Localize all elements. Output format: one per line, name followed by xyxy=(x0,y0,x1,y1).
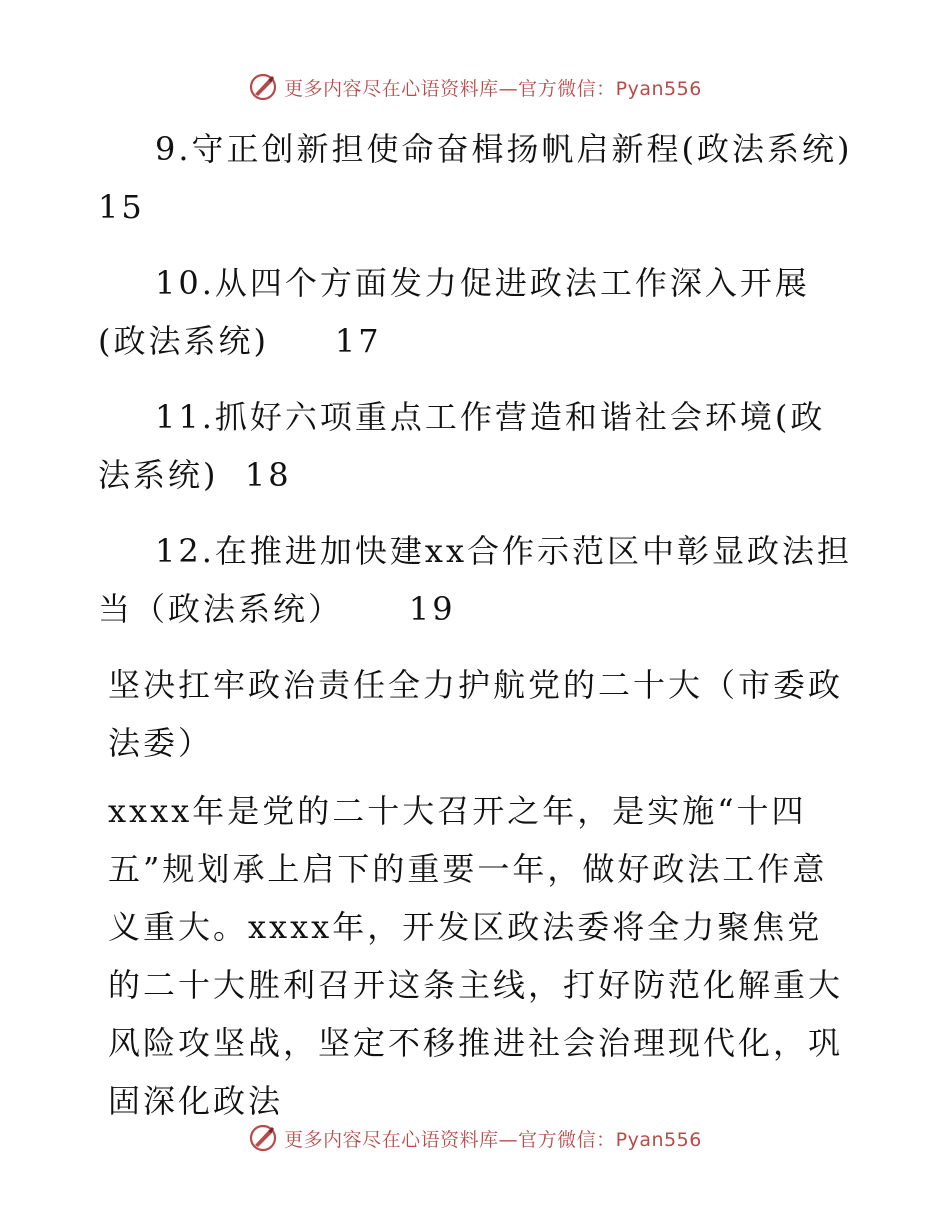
toc-title: 11.抓好六项重点工作营造和谐社会环境(政法系统) xyxy=(98,398,826,494)
toc-page-number: 17 xyxy=(334,322,382,360)
toc-title: 12.在推进加快建xx合作示范区中彰显政法担当（政法系统） xyxy=(98,532,852,628)
watermark-footer xyxy=(0,1123,950,1153)
toc-entry xyxy=(98,522,853,638)
watermark-text: 更多内容尽在心语资料库—官方微信：Pyan556 xyxy=(284,1128,702,1151)
toc-page-number: 15 xyxy=(98,188,145,226)
document-body xyxy=(98,120,853,1130)
toc-page-number: 19 xyxy=(408,590,456,628)
watermark-header xyxy=(0,72,950,102)
toc-page-number: 18 xyxy=(244,456,292,494)
body-paragraph: xxxx年是党的二十大召开之年，是实施“十四五”规划承上启下的重要一年，做好政法工作意义重大。xxxx年，开发区政法委将全力聚焦党的二十大胜利召开这条主线，打好防范化解重大风险攻坚战，坚定不移推进社会治理现代化，巩固深化政法 xyxy=(108,792,844,1120)
watermark-text: 更多内容尽在心语资料库—官方微信：Pyan556 xyxy=(284,77,702,100)
quill-logo-icon xyxy=(248,72,278,102)
toc-entry xyxy=(98,120,853,236)
quill-logo-icon xyxy=(248,1123,278,1153)
section-heading: 坚决扛牢政治责任全力护航党的二十大（市委政法委） xyxy=(108,666,844,762)
toc-entry xyxy=(98,254,853,370)
toc-title: 9.守正创新担使命奋楫扬帆启新程(政法系统) xyxy=(155,130,853,168)
toc-title: 10.从四个方面发力促进政法工作深入开展(政法系统) xyxy=(98,264,810,360)
toc-entry xyxy=(98,388,853,504)
